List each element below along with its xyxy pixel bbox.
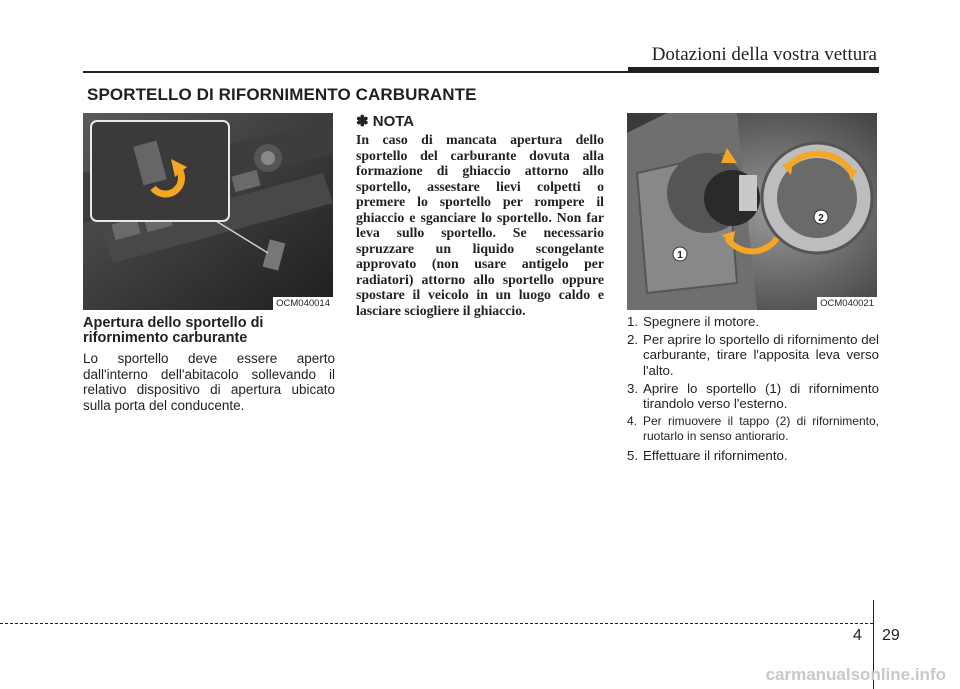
section-title: SPORTELLO DI RIFORNIMENTO CARBURANTE — [87, 85, 477, 104]
list-item: 1. Spegnere il motore. — [627, 314, 760, 329]
asterisk-icon: ✽ — [356, 113, 369, 130]
subsection-heading: Apertura dello sportello di rifornimento carburante — [83, 315, 264, 346]
instruction-list — [627, 314, 879, 466]
page-number: 29 — [882, 627, 900, 644]
chapter-number: 4 — [853, 627, 862, 644]
body-paragraph: Lo sportello deve essere aperto dall'interno dell'abitacolo sollevando il relativo dispositivo di apertura ubicato sulla porta del conducente. — [83, 351, 335, 413]
list-item: 4. Per rimuovere il tappo (2) di rifornimento, ruotarlo in senso antiorario. — [627, 414, 879, 444]
footer-rule — [0, 623, 873, 624]
fuel-door-release-photo — [83, 113, 333, 310]
list-item: 2. Per aprire lo sportello di rifornimento del carburante, tirare l'apposita leva verso l'alto. — [627, 332, 879, 378]
note-heading — [356, 112, 414, 130]
fuel-door-open-photo — [627, 113, 877, 310]
watermark: carmanualsonline.info — [765, 665, 946, 684]
note-body: In caso di mancata apertura dello sportello del carburante dovuta alla formazione di ghiaccio attorno allo sportello, assestare lievi colpetti o premere lo sportello per rompere il ghiaccio e sganciare lo sportello. Non far leva sullo sportello. Se necessario spruzzare un liquido scongelante approvato (non usare antigelo per radiatori) attorno allo sportello oppure spostare il veicolo in un luogo caldo e lasciare sciogliere il ghiaccio. — [356, 132, 604, 318]
header-rule-accent — [628, 67, 879, 72]
image-code: OCM040014 — [273, 297, 333, 310]
callout-2: 2 — [818, 213, 824, 224]
callout-1: 1 — [677, 250, 683, 261]
list-item: 5. Effettuare il rifornimento. — [627, 447, 788, 463]
list-item: 3. Aprire lo sportello (1) di rifornimento tirandolo verso l'esterno. — [627, 380, 879, 412]
running-header: Dotazioni della vostra vettura — [651, 44, 877, 65]
note-label: NOTA — [372, 113, 415, 130]
image-code: OCM040021 — [817, 297, 877, 310]
